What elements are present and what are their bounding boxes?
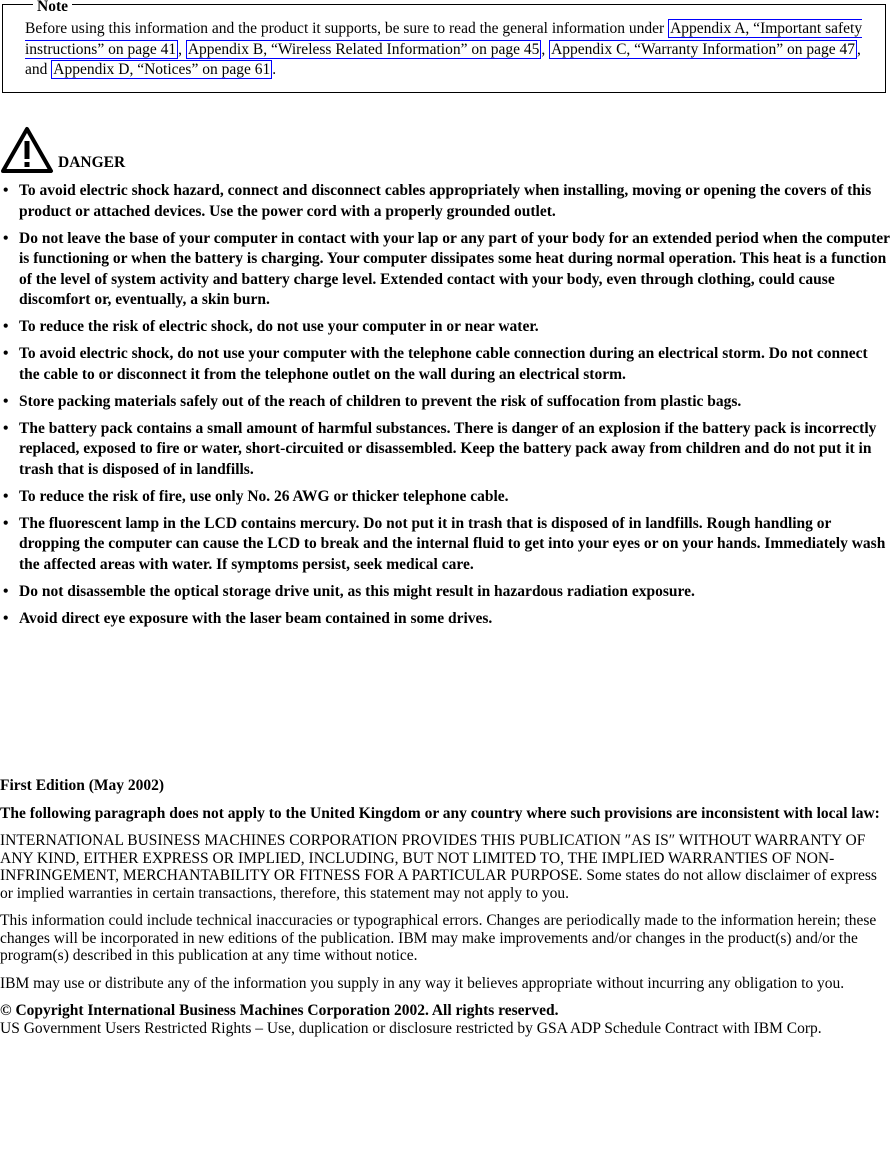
note-separator: , xyxy=(541,40,550,58)
note-end: . xyxy=(272,61,277,78)
uk-notice: The following paragraph does not apply to the United Kingdom or any country where such provisions are inconsistent with local law: xyxy=(0,804,880,822)
danger-item: • Do not disassemble the optical storage drive unit, as this might result in hazardous radiation exposure. xyxy=(0,582,890,603)
danger-label: DANGER xyxy=(58,154,126,171)
danger-item: • Avoid direct eye exposure with the laser beam contained in some drives. xyxy=(0,609,890,630)
note-separator: , and xyxy=(25,40,861,78)
note-box xyxy=(2,0,886,93)
changes-statement: This information could include technical inaccuracies or typographical errors. Changes are periodically made to the information herein; these changes will be incorporated in new editions of the publication. IBM may make improvements and/or changes in the product(s) and/or the program(s) described in this publication at any time without notice. xyxy=(0,912,877,964)
copyright-block xyxy=(0,1002,890,1037)
copyright-line: © Copyright International Business Machines Corporation 2002. All rights reserved. xyxy=(0,1002,559,1019)
appendix-a-link[interactable]: Appendix A, “Important safety instructions” on page 41 xyxy=(25,20,863,58)
note-intro: Before using this information and the product it supports, be sure to read the general information under xyxy=(25,20,669,37)
edition-statement: First Edition (May 2002) xyxy=(0,777,165,794)
danger-item: • The battery pack contains a small amount of harmful substances. There is danger of an explosion if the battery pack is incorrectly replaced, exposed to fire or water, short-circuited or disassembled. Keep the battery pack away from children and do not put it in trash that is disposed of in landfills. xyxy=(0,419,890,481)
appendix-b-link[interactable]: Appendix B, “Wireless Related Information” on page 45 xyxy=(187,40,540,58)
note-separator: , xyxy=(178,40,186,58)
danger-item: • The fluorescent lamp in the LCD contains mercury. Do not put it in trash that is disposed of in landfills. Rough handling or dropping the computer can cause the LCD to break and the internal fluid to get into your eyes or on your hands. Immediately wash the affected areas with water. If symptoms persist, seek medical care. xyxy=(0,514,890,576)
note-title: Note xyxy=(33,0,72,15)
warranty-disclaimer xyxy=(0,832,890,902)
danger-item: • To avoid electric shock hazard, connect and disconnect cables appropriately when installing, moving or opening the covers of this product or attached devices. Use the power cord with a properly grounded outlet. xyxy=(0,181,890,222)
danger-item: • To reduce the risk of fire, use only No. 26 AWG or thicker telephone cable. xyxy=(0,487,890,508)
appendix-c-link[interactable]: Appendix C, “Warranty Information” on page 47 xyxy=(551,40,856,58)
danger-item: • Store packing materials safely out of the reach of children to prevent the risk of suffocation from plastic bags. xyxy=(0,392,890,413)
note-text xyxy=(25,19,885,81)
appendix-d-link[interactable]: Appendix D, “Notices” on page 61 xyxy=(53,61,271,78)
warning-triangle-icon xyxy=(0,126,54,174)
disclaimer-caps: INTERNATIONAL BUSINESS MACHINES CORPORATION PROVIDES THIS PUBLICATION ″AS IS″ WITHOUT WARRANTY OF ANY KIND, EITHER EXPRESS OR IMPLIED, INCLUDING, BUT NOT LIMITED TO, THE IMPLIED WARRANTIES OF NON-INFRINGEMENT, MERCHANTABILITY OR FITNESS FOR A PARTICULAR PURPOSE. xyxy=(0,832,866,884)
use-information-statement: IBM may use or distribute any of the information you supply in any way it believes appropriate without incurring any obligation to you. xyxy=(0,974,845,992)
danger-item: • To reduce the risk of electric shock, do not use your computer in or near water. xyxy=(0,317,890,338)
danger-list xyxy=(0,181,890,636)
danger-item: • Do not leave the base of your computer in contact with your lap or any part of your body for an extended period when the computer is functioning or when the battery is charging. Your computer dissipates some heat during normal operation. This heat is a function of the level of system activity and battery charge level. Extended contact with your body, even through clothing, could cause discomfort or, eventually, a skin burn. xyxy=(0,229,890,311)
danger-heading xyxy=(0,124,125,174)
legal-section xyxy=(0,777,890,1037)
disclaimer-rest: Some states do not allow disclaimer of express or implied warranties in certain transactions, therefore, this statement may not apply to you. xyxy=(0,867,877,902)
danger-item: • To avoid electric shock, do not use your computer with the telephone cable connection during an electrical storm. Do not connect the cable to or disconnect it from the telephone outlet on the wall during an electrical storm. xyxy=(0,344,890,385)
government-rights: US Government Users Restricted Rights – Use, duplication or disclosure restricted by GSA ADP Schedule Contract with IBM Corp. xyxy=(0,1019,822,1037)
